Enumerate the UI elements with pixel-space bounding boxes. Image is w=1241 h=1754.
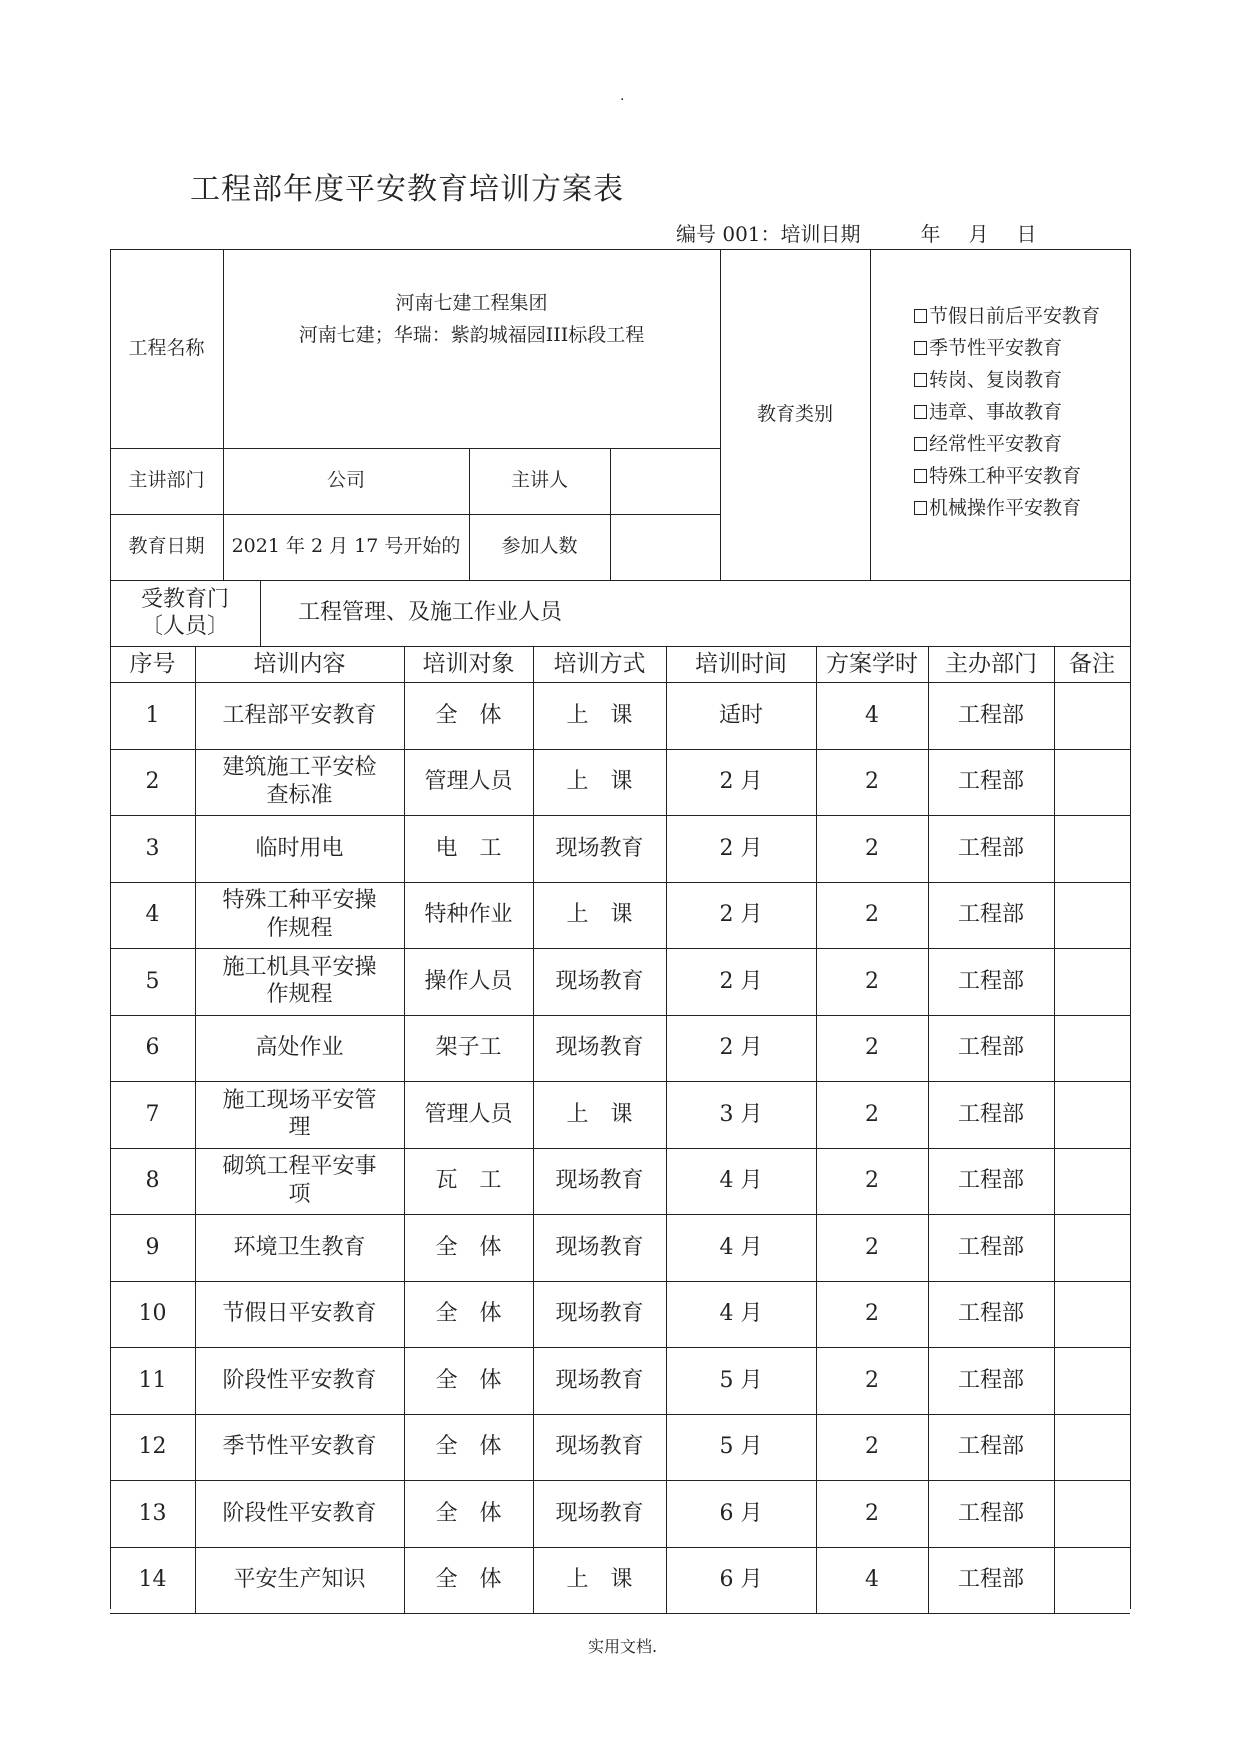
page-dot: .	[620, 88, 625, 104]
edu-category-list	[914, 300, 1100, 524]
content-line-1: 施工现场平安管	[222, 1087, 377, 1113]
project-name-value	[223, 287, 720, 351]
column-header: 培训内容	[253, 650, 346, 677]
cell-target: 特种作业	[424, 902, 513, 927]
cell-no: 14	[138, 1567, 167, 1592]
cell-content	[195, 1081, 404, 1148]
cell-time: 2 月	[719, 902, 763, 927]
cell-target: 全 体	[435, 1367, 502, 1393]
cell-hours: 2	[865, 968, 879, 994]
cell-content	[195, 1214, 404, 1281]
cell-dept: 工程部	[957, 1567, 1024, 1592]
trainee-label: 受教育门 〔人员〕	[140, 586, 229, 639]
cell-method: 现场教育	[555, 1500, 644, 1526]
cell-dept: 工程部	[957, 902, 1024, 927]
cell-dept: 工程部	[957, 1434, 1024, 1459]
checkbox-icon[interactable]	[914, 437, 927, 451]
category-item[interactable]: 节假日前后平安教育	[914, 300, 1100, 332]
category-item[interactable]: 经常性平安教育	[914, 428, 1100, 460]
speaker-value[interactable]	[610, 448, 720, 514]
cell-target: 全 体	[435, 1234, 502, 1260]
cell-method: 上 课	[566, 1101, 633, 1127]
cell-note[interactable]	[1054, 882, 1130, 949]
attendees-label: 参加人数	[501, 535, 578, 558]
cell-target: 瓦 工	[435, 1168, 502, 1193]
cell-no: 1	[145, 702, 160, 728]
cell-no: 10	[138, 1301, 167, 1326]
column-header: 培训对象	[422, 650, 515, 677]
cell-dept: 工程部	[957, 702, 1024, 728]
cell-method: 上 课	[566, 1567, 633, 1592]
checkbox-icon[interactable]	[914, 309, 927, 323]
cell-dept: 工程部	[957, 1101, 1024, 1127]
cell-no: 3	[145, 835, 160, 861]
content-line-1: 砌筑工程平安事	[222, 1154, 377, 1180]
cell-hours: 4	[865, 702, 879, 728]
cell-note[interactable]	[1054, 749, 1130, 816]
cell-dept: 工程部	[957, 1234, 1024, 1260]
cell-time: 3 月	[719, 1101, 763, 1127]
cell-time: 4 月	[719, 1168, 763, 1193]
content-line-1: 工程部平安教育	[222, 702, 377, 728]
cell-note[interactable]	[1054, 1281, 1130, 1348]
content-line-1: 特殊工种平安操	[222, 888, 377, 914]
column-header: 方案学时	[826, 650, 918, 677]
year-label: 年	[920, 222, 941, 246]
cell-no: 5	[145, 968, 160, 994]
cell-note[interactable]	[1054, 1347, 1130, 1414]
cell-dept: 工程部	[957, 968, 1024, 994]
checkbox-icon[interactable]	[914, 405, 927, 419]
cell-dept: 工程部	[957, 835, 1024, 861]
cell-content	[195, 1015, 404, 1082]
checkbox-icon[interactable]	[914, 373, 927, 387]
content-line-1: 平安生产知识	[233, 1567, 366, 1592]
project-line-1: 河南七建工程集团	[395, 292, 548, 314]
cell-method: 上 课	[566, 902, 633, 927]
cell-target: 全 体	[435, 1567, 502, 1592]
cell-no: 9	[145, 1234, 160, 1260]
cell-content	[195, 1547, 404, 1614]
cell-hours: 2	[865, 1035, 879, 1060]
cell-content	[195, 815, 404, 882]
project-line-2: 河南七建；华瑞：紫韵城福园III标段工程	[298, 324, 645, 346]
cell-method: 现场教育	[555, 968, 644, 994]
cell-no: 4	[145, 902, 160, 927]
cell-content	[195, 882, 404, 949]
date-value: 2021 年 2 月 17 号开始的	[231, 535, 461, 558]
trainee-value: 工程管理、及施工作业人员	[298, 600, 563, 626]
cell-time: 2 月	[719, 968, 763, 994]
category-item[interactable]: 转岗、复岗教育	[914, 364, 1100, 396]
cell-note[interactable]	[1054, 1015, 1130, 1082]
content-line-2: 项	[288, 1181, 311, 1207]
content-line-1: 施工机具平安操	[222, 954, 377, 980]
cell-no: 11	[138, 1367, 167, 1393]
cell-dept: 工程部	[957, 769, 1024, 794]
column-header: 主办部门	[945, 650, 1037, 677]
cell-hours: 2	[865, 835, 879, 861]
content-line-1: 节假日平安教育	[222, 1301, 377, 1326]
cell-time: 2 月	[719, 835, 763, 861]
cell-content	[195, 1347, 404, 1414]
cell-no: 7	[145, 1101, 160, 1127]
cell-hours: 4	[865, 1567, 879, 1592]
cell-time: 6 月	[719, 1567, 763, 1592]
cell-method: 现场教育	[555, 1301, 644, 1326]
project-name-label: 工程名称	[128, 336, 205, 359]
cell-dept: 工程部	[957, 1367, 1024, 1393]
cell-content	[195, 682, 404, 749]
content-line-1: 高处作业	[255, 1035, 344, 1060]
checkbox-icon[interactable]	[914, 501, 927, 515]
cell-no: 13	[138, 1500, 167, 1526]
cell-note[interactable]	[1054, 815, 1130, 882]
cell-target: 管理人员	[424, 1101, 513, 1127]
cell-target: 全 体	[435, 702, 502, 728]
date-label: 教育日期	[128, 535, 205, 558]
cell-target: 全 体	[435, 1434, 502, 1459]
cell-hours: 2	[865, 1434, 879, 1459]
cell-method: 现场教育	[555, 1035, 644, 1060]
cell-note[interactable]	[1054, 1480, 1130, 1547]
category-item[interactable]: 季节性平安教育	[914, 332, 1100, 364]
cell-target: 全 体	[435, 1500, 502, 1526]
cell-method: 现场教育	[555, 1168, 644, 1193]
page-title: 工程部年度平安教育培训方案表	[190, 172, 624, 207]
cell-time: 4 月	[719, 1234, 763, 1260]
cell-content	[195, 948, 404, 1015]
category-item[interactable]: 违章、事故教育	[914, 396, 1100, 428]
cell-hours: 2	[865, 1500, 879, 1526]
column-header: 培训时间	[695, 650, 787, 677]
category-item[interactable]: 特殊工种平安教育	[914, 460, 1100, 492]
cell-time: 5 月	[719, 1367, 763, 1393]
cell-no: 8	[145, 1168, 160, 1193]
cell-target: 架子工	[435, 1035, 502, 1060]
cell-note[interactable]	[1054, 1547, 1130, 1614]
cell-no: 6	[145, 1035, 160, 1060]
column-header: 备注	[1069, 650, 1115, 677]
content-line-2: 查标准	[266, 782, 333, 808]
content-line-1: 环境卫生教育	[233, 1234, 366, 1260]
cell-content	[195, 1414, 404, 1481]
cell-target: 操作人员	[424, 968, 513, 994]
cell-time: 2 月	[719, 1035, 763, 1060]
cell-content	[195, 1480, 404, 1547]
cell-hours: 2	[865, 1234, 879, 1260]
cell-method: 现场教育	[555, 1367, 644, 1393]
cell-target: 全 体	[435, 1301, 502, 1326]
content-line-1: 阶段性平安教育	[222, 1500, 377, 1526]
content-line-2: 作规程	[266, 915, 333, 941]
cell-time: 2 月	[719, 769, 763, 794]
number-date-line	[676, 218, 1037, 247]
cell-hours: 2	[865, 902, 879, 927]
cell-content	[195, 1148, 404, 1215]
cell-time: 4 月	[719, 1301, 763, 1326]
dept-value: 公司	[326, 469, 365, 492]
cell-note[interactable]	[1054, 1214, 1130, 1281]
number-label: 编号 001：培训日期	[676, 222, 861, 246]
category-item[interactable]: 机械操作平安教育	[914, 492, 1100, 524]
cell-dept: 工程部	[957, 1035, 1024, 1060]
attendees-value[interactable]	[610, 514, 720, 580]
cell-method: 现场教育	[555, 1434, 644, 1459]
cell-dept: 工程部	[957, 1301, 1024, 1326]
cell-target: 电 工	[435, 835, 502, 861]
content-line-1: 阶段性平安教育	[222, 1367, 377, 1393]
cell-content	[195, 1281, 404, 1348]
cell-target: 管理人员	[424, 769, 513, 794]
edu-type-label: 教育类别	[756, 402, 833, 425]
content-line-1: 临时用电	[255, 835, 344, 861]
cell-method: 上 课	[566, 702, 633, 728]
content-line-1: 建筑施工平安检	[222, 755, 377, 781]
cell-note[interactable]	[1054, 682, 1130, 749]
day-label: 日	[1016, 222, 1037, 246]
dept-label: 主讲部门	[128, 469, 205, 492]
cell-method: 现场教育	[555, 1234, 644, 1260]
cell-hours: 2	[865, 1367, 879, 1393]
cell-time: 6 月	[719, 1500, 763, 1526]
checkbox-icon[interactable]	[914, 341, 927, 355]
cell-hours: 2	[865, 1101, 879, 1127]
speaker-label: 主讲人	[510, 469, 568, 492]
cell-hours: 2	[865, 1168, 879, 1193]
cell-note[interactable]	[1054, 948, 1130, 1015]
cell-dept: 工程部	[957, 1500, 1024, 1526]
checkbox-icon[interactable]	[914, 469, 927, 483]
footer-text: 实用文档.	[588, 1637, 658, 1656]
cell-hours: 2	[865, 769, 879, 794]
content-line-2: 理	[288, 1115, 311, 1141]
content-line-2: 作规程	[266, 982, 333, 1008]
cell-hours: 2	[865, 1301, 879, 1326]
cell-content	[195, 749, 404, 816]
cell-time: 5 月	[719, 1434, 763, 1459]
month-label: 月	[968, 222, 989, 246]
cell-no: 2	[145, 769, 160, 794]
cell-no: 12	[138, 1434, 167, 1459]
cell-time: 适时	[718, 702, 763, 728]
cell-method: 上 课	[566, 769, 633, 794]
cell-note[interactable]	[1054, 1414, 1130, 1481]
column-header: 培训方式	[553, 650, 646, 677]
cell-note[interactable]	[1054, 1148, 1130, 1215]
content-line-1: 季节性平安教育	[222, 1434, 377, 1459]
cell-dept: 工程部	[957, 1168, 1024, 1193]
cell-note[interactable]	[1054, 1081, 1130, 1148]
column-header: 序号	[129, 650, 176, 677]
cell-method: 现场教育	[555, 835, 644, 861]
